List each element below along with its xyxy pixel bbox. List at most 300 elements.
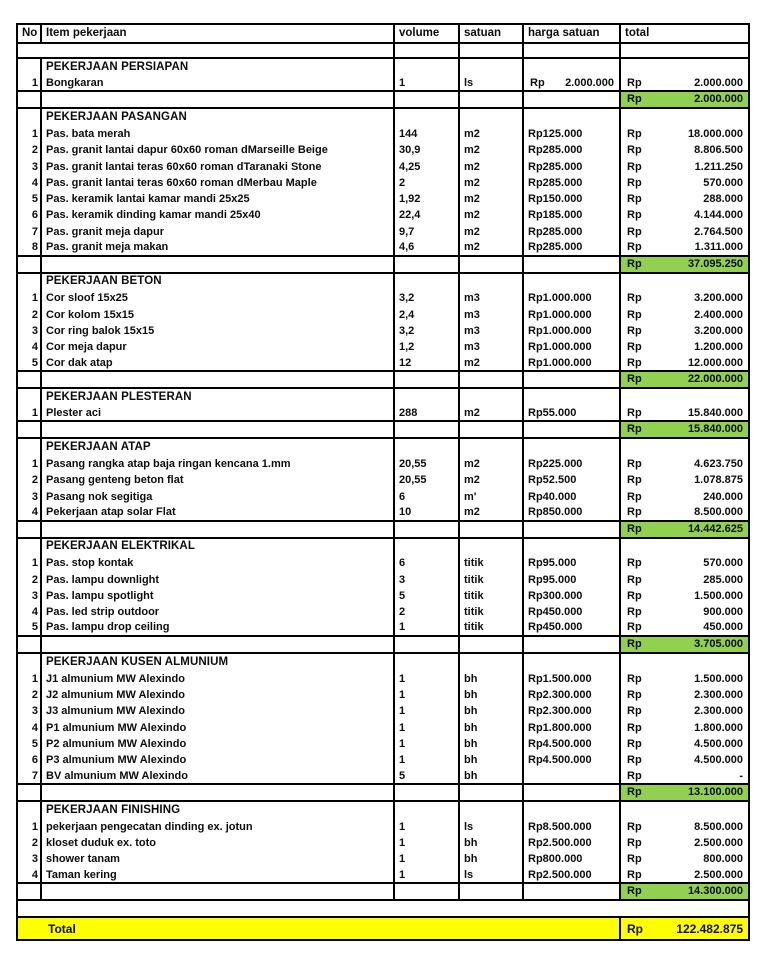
section-subtotal-cell[interactable] <box>621 884 748 899</box>
cell-satuan[interactable] <box>460 884 524 899</box>
cell-total[interactable] <box>621 654 748 671</box>
cell-item[interactable]: Pasang genteng beton flat <box>42 473 395 489</box>
cell-harga-satuan[interactable]: Rp800.000 <box>524 852 621 868</box>
cell-volume[interactable] <box>395 539 460 556</box>
cell-total[interactable] <box>621 224 748 240</box>
cell-satuan[interactable]: titik <box>460 588 524 604</box>
section-title[interactable]: PEKERJAAN PERSIAPAN <box>42 59 395 76</box>
cell-item[interactable]: Pas. led strip outdoor <box>42 605 395 621</box>
cell-satuan[interactable] <box>460 92 524 107</box>
cell-satuan[interactable]: bh <box>460 671 524 687</box>
section-subtotal-cell[interactable] <box>621 637 748 652</box>
cell-no[interactable]: 1 <box>18 671 42 687</box>
cell-volume[interactable]: 12 <box>395 356 460 370</box>
section-subtotal-cell[interactable] <box>621 422 748 437</box>
cell-volume[interactable]: 1 <box>395 819 460 835</box>
cell-no[interactable] <box>18 884 42 899</box>
cell-no[interactable]: 2 <box>18 572 42 588</box>
cell-satuan[interactable]: m2 <box>460 406 524 420</box>
cell-no[interactable] <box>18 109 42 126</box>
cell-total[interactable] <box>621 868 748 882</box>
cell-total[interactable] <box>621 59 748 76</box>
cell-total[interactable] <box>621 439 748 456</box>
cell-volume[interactable] <box>395 802 460 819</box>
cell-no[interactable]: 1 <box>18 819 42 835</box>
cell-harga-satuan[interactable] <box>524 92 621 107</box>
cell-total[interactable] <box>621 621 748 635</box>
cell-satuan[interactable]: m2 <box>460 240 524 254</box>
section-title[interactable]: PEKERJAAN ELEKTRIKAL <box>42 539 395 556</box>
cell-item[interactable]: P2 almunium MW Alexindo <box>42 736 395 752</box>
section-subtotal-cell[interactable] <box>621 92 748 107</box>
cell-volume[interactable]: 10 <box>395 505 460 519</box>
cell-no[interactable]: 6 <box>18 208 42 224</box>
cell-item[interactable]: Cor sloof 15x25 <box>42 291 395 307</box>
cell-item[interactable]: Plester aci <box>42 406 395 420</box>
cell-item[interactable]: Pas. granit lantai teras 60x60 roman dMerbau Maple <box>42 175 395 191</box>
cell-harga-satuan[interactable]: Rp1.000.000 <box>524 323 621 339</box>
cell-no[interactable]: 4 <box>18 175 42 191</box>
cell-item[interactable] <box>42 522 395 537</box>
cell-volume[interactable]: 1 <box>395 671 460 687</box>
cell-no[interactable]: 3 <box>18 852 42 868</box>
cell-harga-satuan[interactable]: Rp450.000 <box>524 621 621 635</box>
cell-volume[interactable]: 1 <box>395 704 460 720</box>
blank-cell[interactable] <box>460 44 524 57</box>
cell-total[interactable] <box>621 109 748 126</box>
cell-total[interactable] <box>621 836 748 852</box>
cell-satuan[interactable]: bh <box>460 852 524 868</box>
cell-no[interactable]: 1 <box>18 556 42 572</box>
cell-no[interactable]: 7 <box>18 224 42 240</box>
column-header-harga-satuan[interactable]: harga satuan <box>524 25 621 42</box>
cell-total[interactable] <box>621 323 748 339</box>
cell-satuan[interactable]: m3 <box>460 307 524 323</box>
cell-total[interactable] <box>621 852 748 868</box>
cell-volume[interactable]: 1 <box>395 868 460 882</box>
cell-item[interactable]: Cor kolom 15x15 <box>42 307 395 323</box>
cell-satuan[interactable]: titik <box>460 556 524 572</box>
cell-total[interactable] <box>621 126 748 142</box>
column-header-satuan[interactable]: satuan <box>460 25 524 42</box>
cell-total[interactable] <box>621 819 748 835</box>
cell-volume[interactable]: 1 <box>395 852 460 868</box>
cell-satuan[interactable]: m2 <box>460 159 524 175</box>
cell-total[interactable] <box>621 274 748 291</box>
cell-no[interactable]: 2 <box>18 687 42 703</box>
cell-total[interactable] <box>621 704 748 720</box>
cell-harga-satuan[interactable] <box>524 76 621 90</box>
cell-volume[interactable]: 20,55 <box>395 473 460 489</box>
section-subtotal-cell[interactable] <box>621 522 748 537</box>
cell-item[interactable]: Pasang rangka atap baja ringan kencana 1.mm <box>42 456 395 472</box>
cell-volume[interactable] <box>395 372 460 387</box>
cell-satuan[interactable] <box>460 439 524 456</box>
cell-no[interactable]: 3 <box>18 489 42 505</box>
cell-item[interactable]: Pas. granit lantai dapur 60x60 roman dMarseille Beige <box>42 143 395 159</box>
cell-harga-satuan[interactable]: Rp2.300.000 <box>524 687 621 703</box>
cell-satuan[interactable]: m' <box>460 489 524 505</box>
cell-no[interactable]: 3 <box>18 704 42 720</box>
blank-cell[interactable] <box>621 44 748 57</box>
cell-harga-satuan[interactable]: Rp285.000 <box>524 224 621 240</box>
cell-satuan[interactable]: m2 <box>460 505 524 519</box>
cell-harga-satuan[interactable]: Rp185.000 <box>524 208 621 224</box>
cell-harga-satuan[interactable] <box>524 257 621 272</box>
cell-item[interactable]: BV almunium MW Alexindo <box>42 769 395 783</box>
blank-cell[interactable] <box>18 44 395 57</box>
cell-no[interactable]: 3 <box>18 159 42 175</box>
cell-harga-satuan[interactable]: Rp40.000 <box>524 489 621 505</box>
cell-harga-satuan[interactable]: Rp1.000.000 <box>524 356 621 370</box>
cell-harga-satuan[interactable] <box>524 372 621 387</box>
cell-harga-satuan[interactable] <box>524 654 621 671</box>
cell-harga-satuan[interactable]: Rp95.000 <box>524 572 621 588</box>
section-title[interactable]: PEKERJAAN BETON <box>42 274 395 291</box>
cell-volume[interactable]: 2,4 <box>395 307 460 323</box>
cell-satuan[interactable] <box>460 109 524 126</box>
cell-satuan[interactable] <box>460 522 524 537</box>
cell-volume[interactable]: 288 <box>395 406 460 420</box>
cell-item[interactable]: Pas. granit meja makan <box>42 240 395 254</box>
cell-no[interactable] <box>18 539 42 556</box>
cell-harga-satuan[interactable] <box>524 274 621 291</box>
cell-volume[interactable]: 4,25 <box>395 159 460 175</box>
cell-item[interactable]: P3 almunium MW Alexindo <box>42 753 395 769</box>
cell-total[interactable] <box>621 456 748 472</box>
cell-total[interactable] <box>621 489 748 505</box>
cell-harga-satuan[interactable]: Rp2.500.000 <box>524 868 621 882</box>
cell-total[interactable] <box>621 307 748 323</box>
cell-volume[interactable]: 5 <box>395 588 460 604</box>
cell-satuan[interactable]: m2 <box>460 143 524 159</box>
cell-harga-satuan[interactable] <box>524 389 621 406</box>
cell-harga-satuan[interactable]: Rp52.500 <box>524 473 621 489</box>
cell-no[interactable]: 7 <box>18 769 42 783</box>
cell-satuan[interactable]: ls <box>460 868 524 882</box>
cell-total[interactable] <box>621 605 748 621</box>
cell-harga-satuan[interactable] <box>524 522 621 537</box>
cell-total[interactable] <box>621 208 748 224</box>
cell-satuan[interactable] <box>460 539 524 556</box>
cell-satuan[interactable] <box>460 802 524 819</box>
blank-cell[interactable] <box>18 901 748 916</box>
cell-no[interactable] <box>18 654 42 671</box>
cell-volume[interactable] <box>395 422 460 437</box>
section-subtotal-cell[interactable] <box>621 372 748 387</box>
cell-harga-satuan[interactable] <box>524 439 621 456</box>
cell-item[interactable]: Pasang nok segitiga <box>42 489 395 505</box>
cell-item[interactable] <box>42 884 395 899</box>
cell-item[interactable] <box>42 637 395 652</box>
cell-total[interactable] <box>621 802 748 819</box>
cell-harga-satuan[interactable]: Rp300.000 <box>524 588 621 604</box>
cell-harga-satuan[interactable]: Rp55.000 <box>524 406 621 420</box>
cell-harga-satuan[interactable] <box>524 785 621 800</box>
section-title[interactable]: PEKERJAAN PLESTERAN <box>42 389 395 406</box>
cell-total[interactable] <box>621 356 748 370</box>
cell-satuan[interactable]: ls <box>460 76 524 90</box>
section-title[interactable]: PEKERJAAN PASANGAN <box>42 109 395 126</box>
column-header-volume[interactable]: volume <box>395 25 460 42</box>
cell-volume[interactable]: 1 <box>395 621 460 635</box>
cell-volume[interactable] <box>395 257 460 272</box>
cell-satuan[interactable]: m2 <box>460 356 524 370</box>
cell-no[interactable]: 4 <box>18 720 42 736</box>
cell-volume[interactable]: 5 <box>395 769 460 783</box>
cell-no[interactable]: 2 <box>18 143 42 159</box>
cell-total[interactable] <box>621 406 748 420</box>
cell-satuan[interactable]: m2 <box>460 456 524 472</box>
cell-total[interactable] <box>621 753 748 769</box>
cell-no[interactable] <box>18 439 42 456</box>
cell-total[interactable] <box>621 143 748 159</box>
cell-volume[interactable] <box>395 522 460 537</box>
column-header-total[interactable]: total <box>625 26 650 39</box>
cell-satuan[interactable]: titik <box>460 605 524 621</box>
cell-no[interactable]: 1 <box>18 456 42 472</box>
cell-harga-satuan[interactable]: Rp285.000 <box>524 143 621 159</box>
cell-volume[interactable]: 1 <box>395 76 460 90</box>
cell-satuan[interactable] <box>460 389 524 406</box>
cell-volume[interactable]: 20,55 <box>395 456 460 472</box>
cell-no[interactable]: 1 <box>18 126 42 142</box>
cell-total[interactable] <box>621 240 748 254</box>
cell-no[interactable]: 2 <box>18 473 42 489</box>
cell-satuan[interactable]: ls <box>460 819 524 835</box>
cell-harga-satuan[interactable]: Rp1.000.000 <box>524 340 621 356</box>
cell-no[interactable]: 1 <box>18 291 42 307</box>
cell-no[interactable]: 4 <box>18 340 42 356</box>
cell-item[interactable]: shower tanam <box>42 852 395 868</box>
cell-no[interactable]: 8 <box>18 240 42 254</box>
cell-volume[interactable]: 2 <box>395 175 460 191</box>
cell-volume[interactable] <box>395 274 460 291</box>
cell-satuan[interactable]: m3 <box>460 323 524 339</box>
cell-harga-satuan[interactable]: Rp150.000 <box>524 191 621 207</box>
cell-volume[interactable] <box>395 785 460 800</box>
cell-item[interactable]: Pas. bata merah <box>42 126 395 142</box>
cell-item[interactable]: Pekerjaan atap solar Flat <box>42 505 395 519</box>
cell-item[interactable]: Pas. granit meja dapur <box>42 224 395 240</box>
cell-volume[interactable]: 6 <box>395 556 460 572</box>
cell-item[interactable]: Taman kering <box>42 868 395 882</box>
cell-harga-satuan[interactable]: Rp2.500.000 <box>524 836 621 852</box>
cell-total[interactable] <box>621 687 748 703</box>
cell-item[interactable]: J1 almunium MW Alexindo <box>42 671 395 687</box>
blank-cell[interactable] <box>524 44 621 57</box>
cell-volume[interactable] <box>395 389 460 406</box>
cell-harga-satuan[interactable]: Rp450.000 <box>524 605 621 621</box>
cell-total[interactable] <box>621 191 748 207</box>
column-header-no[interactable]: No <box>18 25 42 42</box>
cell-no[interactable] <box>18 422 42 437</box>
cell-satuan[interactable]: m2 <box>460 126 524 142</box>
cell-no[interactable]: 1 <box>18 406 42 420</box>
cell-volume[interactable] <box>395 654 460 671</box>
cell-harga-satuan[interactable] <box>524 109 621 126</box>
cell-item[interactable]: Pas. stop kontak <box>42 556 395 572</box>
cell-item[interactable] <box>42 422 395 437</box>
cell-volume[interactable]: 3,2 <box>395 291 460 307</box>
cell-satuan[interactable]: bh <box>460 736 524 752</box>
cell-harga-satuan[interactable]: Rp4.500.000 <box>524 736 621 752</box>
section-subtotal-cell[interactable] <box>621 785 748 800</box>
cell-item[interactable]: J2 almunium MW Alexindo <box>42 687 395 703</box>
cell-total[interactable] <box>621 340 748 356</box>
cell-total[interactable] <box>621 736 748 752</box>
cell-volume[interactable] <box>395 109 460 126</box>
cell-total[interactable] <box>621 159 748 175</box>
cell-item[interactable] <box>42 785 395 800</box>
cell-satuan[interactable] <box>460 274 524 291</box>
cell-harga-satuan[interactable]: Rp1.800.000 <box>524 720 621 736</box>
cell-total[interactable] <box>621 505 748 519</box>
cell-item[interactable] <box>42 257 395 272</box>
cell-volume[interactable]: 4,6 <box>395 240 460 254</box>
cell-item[interactable]: Cor ring balok 15x15 <box>42 323 395 339</box>
cell-volume[interactable]: 144 <box>395 126 460 142</box>
cell-no[interactable] <box>18 802 42 819</box>
cell-total[interactable] <box>621 572 748 588</box>
cell-no[interactable]: 3 <box>18 323 42 339</box>
cell-total[interactable] <box>621 556 748 572</box>
cell-item[interactable]: J3 almunium MW Alexindo <box>42 704 395 720</box>
cell-harga-satuan[interactable] <box>524 802 621 819</box>
cell-harga-satuan[interactable]: Rp125.000 <box>524 126 621 142</box>
cell-harga-satuan[interactable] <box>524 637 621 652</box>
cell-volume[interactable]: 1 <box>395 720 460 736</box>
cell-harga-satuan[interactable] <box>524 59 621 76</box>
cell-satuan[interactable]: m3 <box>460 291 524 307</box>
cell-item[interactable]: Bongkaran <box>42 76 395 90</box>
cell-no[interactable]: 2 <box>18 836 42 852</box>
cell-harga-satuan[interactable] <box>524 539 621 556</box>
cell-item[interactable]: Pas. lampu spotlight <box>42 588 395 604</box>
cell-item[interactable]: Cor dak atap <box>42 356 395 370</box>
cell-satuan[interactable] <box>460 785 524 800</box>
cell-volume[interactable]: 1 <box>395 836 460 852</box>
cell-harga-satuan[interactable]: Rp285.000 <box>524 240 621 254</box>
cell-volume[interactable]: 3 <box>395 572 460 588</box>
cell-harga-satuan[interactable]: Rp225.000 <box>524 456 621 472</box>
cell-volume[interactable]: 1,2 <box>395 340 460 356</box>
cell-harga-satuan[interactable]: Rp1.000.000 <box>524 307 621 323</box>
cell-volume[interactable]: 1,92 <box>395 191 460 207</box>
cell-no[interactable] <box>18 59 42 76</box>
cell-no[interactable] <box>18 92 42 107</box>
cell-item[interactable]: kloset duduk ex. toto <box>42 836 395 852</box>
cell-item[interactable]: Pas. keramik lantai kamar mandi 25x25 <box>42 191 395 207</box>
cell-volume[interactable]: 2 <box>395 605 460 621</box>
cell-item[interactable]: Cor meja dapur <box>42 340 395 356</box>
cell-no[interactable]: 6 <box>18 753 42 769</box>
section-title[interactable]: PEKERJAAN KUSEN ALMUNIUM <box>42 654 395 671</box>
cell-item[interactable]: P1 almunium MW Alexindo <box>42 720 395 736</box>
cell-total[interactable] <box>621 539 748 556</box>
cell-satuan[interactable]: m2 <box>460 473 524 489</box>
cell-volume[interactable] <box>395 92 460 107</box>
cell-harga-satuan[interactable]: Rp285.000 <box>524 175 621 191</box>
cell-harga-satuan[interactable] <box>524 769 621 783</box>
cell-satuan[interactable] <box>460 637 524 652</box>
cell-no[interactable]: 5 <box>18 356 42 370</box>
cell-no[interactable]: 5 <box>18 191 42 207</box>
cell-satuan[interactable]: bh <box>460 720 524 736</box>
cell-item[interactable]: Pas. granit lantai teras 60x60 roman dTaranaki Stone <box>42 159 395 175</box>
grand-total-empty-cell[interactable] <box>395 918 460 939</box>
cell-satuan[interactable] <box>460 372 524 387</box>
section-subtotal-cell[interactable] <box>621 257 748 272</box>
cell-volume[interactable]: 30,9 <box>395 143 460 159</box>
cell-satuan[interactable]: m3 <box>460 340 524 356</box>
cell-harga-satuan[interactable]: Rp95.000 <box>524 556 621 572</box>
cell-item[interactable]: pekerjaan pengecatan dinding ex. jotun <box>42 819 395 835</box>
cell-no[interactable]: 4 <box>18 505 42 519</box>
cell-satuan[interactable]: m2 <box>460 175 524 191</box>
cell-total[interactable] <box>621 720 748 736</box>
cell-satuan[interactable]: m2 <box>460 191 524 207</box>
cell-no[interactable]: 3 <box>18 588 42 604</box>
cell-harga-satuan[interactable]: Rp2.300.000 <box>524 704 621 720</box>
cell-harga-satuan[interactable]: Rp1.500.000 <box>524 671 621 687</box>
cell-no[interactable]: 5 <box>18 621 42 635</box>
cell-volume[interactable]: 1 <box>395 736 460 752</box>
cell-no[interactable] <box>18 522 42 537</box>
column-header-item[interactable]: Item pekerjaan <box>42 25 395 42</box>
cell-no[interactable] <box>18 389 42 406</box>
grand-total-empty-cell[interactable] <box>460 918 524 939</box>
cell-item[interactable] <box>42 372 395 387</box>
cell-harga-satuan[interactable] <box>524 422 621 437</box>
cell-no[interactable]: 1 <box>18 76 42 90</box>
cell-item[interactable]: Pas. keramik dinding kamar mandi 25x40 <box>42 208 395 224</box>
cell-no[interactable] <box>18 257 42 272</box>
cell-satuan[interactable] <box>460 654 524 671</box>
cell-total[interactable] <box>621 473 748 489</box>
cell-no[interactable] <box>18 785 42 800</box>
section-title[interactable]: PEKERJAAN FINISHING <box>42 802 395 819</box>
cell-item[interactable] <box>42 92 395 107</box>
grand-total-no-cell[interactable] <box>18 918 42 939</box>
cell-total[interactable] <box>621 389 748 406</box>
cell-volume[interactable]: 1 <box>395 687 460 703</box>
cell-total[interactable] <box>621 671 748 687</box>
grand-total-amount-cell[interactable] <box>621 918 748 939</box>
cell-harga-satuan[interactable] <box>524 884 621 899</box>
cell-volume[interactable] <box>395 59 460 76</box>
cell-total[interactable] <box>621 291 748 307</box>
cell-harga-satuan[interactable]: Rp285.000 <box>524 159 621 175</box>
cell-satuan[interactable]: bh <box>460 704 524 720</box>
cell-no[interactable]: 4 <box>18 605 42 621</box>
cell-total[interactable] <box>621 588 748 604</box>
cell-no[interactable]: 5 <box>18 736 42 752</box>
cell-no[interactable] <box>18 637 42 652</box>
cell-no[interactable] <box>18 274 42 291</box>
cell-total[interactable] <box>621 76 748 90</box>
cell-harga-satuan[interactable]: Rp4.500.000 <box>524 753 621 769</box>
cell-volume[interactable]: 6 <box>395 489 460 505</box>
cell-harga-satuan[interactable]: Rp8.500.000 <box>524 819 621 835</box>
grand-total-label[interactable]: Total <box>42 918 395 939</box>
cell-satuan[interactable] <box>460 257 524 272</box>
cell-item[interactable]: Pas. lampu drop ceiling <box>42 621 395 635</box>
cell-no[interactable] <box>18 372 42 387</box>
cell-satuan[interactable] <box>460 422 524 437</box>
cell-satuan[interactable]: bh <box>460 687 524 703</box>
cell-volume[interactable] <box>395 884 460 899</box>
